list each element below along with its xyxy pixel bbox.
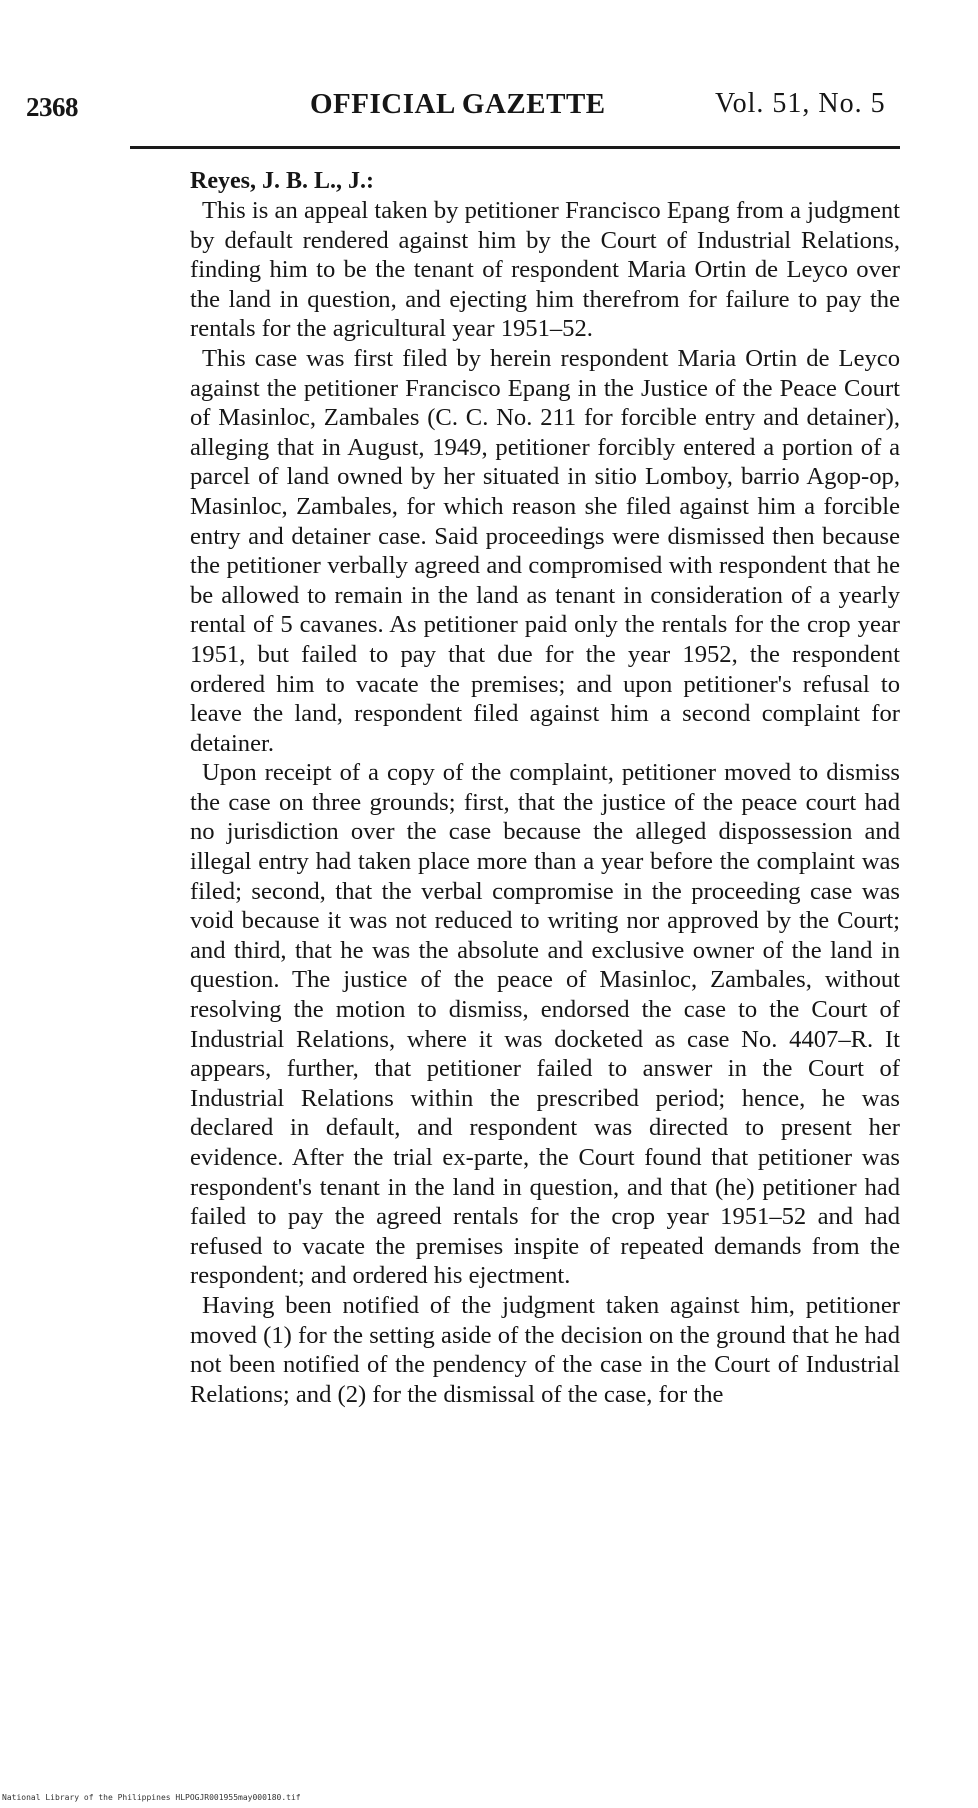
paragraph: This is an appeal taken by petitioner Francisco Epang from a judgment by default rendered against him by the Court of Industrial Relations, finding him to be the tenant of respondent Maria Ortin de Leyco over the land in question, and ejecting him therefrom for failure to pay the rentals for the agricultural year 1951–52. — [190, 197, 900, 343]
page-header — [0, 78, 978, 126]
paragraph: Upon receipt of a copy of the complaint, petitioner moved to dismiss the case on three grounds; first, that the justice of the peace court had no jurisdiction over the case because the alleged dispossession and illegal entry had taken place more than a year before the complaint was filed; second, that the verbal compromise in the proceeding case was void because it was not reduced to writing nor approved by the Court; and third, that he was the absolute and exclusive owner of the land in question. The justice of the peace of Masinloc, Zambales, without resolving the motion to dismiss, endorsed the case to the Court of Industrial Relations, where it was docketed as case No. 4407–R. It appears, further, that petitioner failed to answer in the Court of Industrial Relations within the prescribed period; hence, he was declared in default, and respondent was directed to present her evidence. After the trial ex-parte, the Court found that petitioner was respondent's tenant in the land in question, and that (he) petitioner had failed to pay the agreed rentals for the crop year 1951–52 and had refused to vacate the premises inspite of repeated demands from the respondent; and ordered his ejectment. — [190, 759, 900, 1290]
header-rule — [130, 146, 900, 149]
opinion-author: Reyes, J. B. L., J.: — [190, 168, 374, 194]
paragraph: Having been notified of the judgment taken against him, petitioner moved (1) for the setting aside of the decision on the ground that he had not been notified of the pendency of the case in the Court of Industrial Relations; and (2) for the dismissal of the case, for the — [190, 1291, 900, 1408]
volume-number: Vol. 51, No. 5 — [715, 88, 886, 119]
opinion-body — [190, 196, 900, 1409]
paragraph: This case was first filed by herein respondent Maria Ortin de Leyco against the petitioner Francisco Epang in the Justice of the Peace Court of Masinloc, Zambales (C. C. No. 211 for forcible entry and detainer), alleging that in August, 1949, petitioner forcibly entered a portion of a parcel of land owned by her situated in sitio Lomboy, barrio Agop-op, Masinloc, Zambales, for which reason she filed against him a forcible entry and detainer case. Said proceedings were dismissed then because the petitioner verbally agreed and compromised with respondent that he be allowed to remain in the land as tenant in consideration of a yearly rental of 5 cavanes. As petitioner paid only the rentals for the crop year 1951, but failed to pay that due for the year 1952, the respondent ordered him to vacate the premises; and upon petitioner's refusal to leave the land, respondent filed against him a second complaint for detainer. — [190, 344, 900, 757]
page-number: 2368 — [26, 92, 78, 122]
publication-title: OFFICIAL GAZETTE — [310, 88, 606, 120]
scan-footer: National Library of the Philippines HLPOGJR001955may000180.tif — [2, 1793, 301, 1802]
